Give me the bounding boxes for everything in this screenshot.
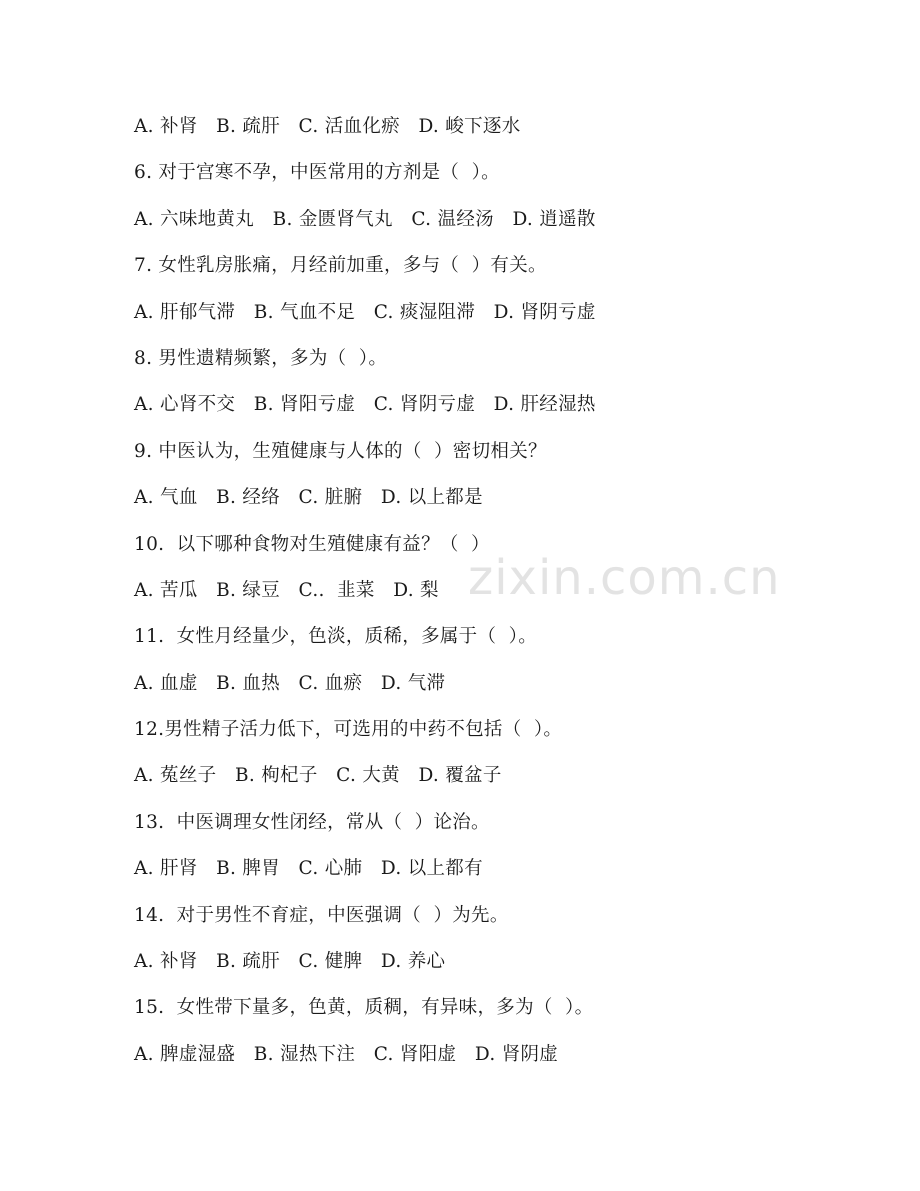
question-line: 15. 女性带下量多，色黄，质稠，有异味，多为（ ）。 <box>134 997 594 1019</box>
question-line: 11. 女性月经量少，色淡，质稀，多属于（ ）。 <box>134 626 537 648</box>
answer-options-line: A. 肝郁气滞 B. 气血不足 C. 痰湿阻滞 D. 肾阴亏虚 <box>134 301 596 323</box>
answer-options-line: A. 六味地黄丸 B. 金匮肾气丸 C. 温经汤 D. 逍遥散 <box>134 208 596 230</box>
question-line: 7. 女性乳房胀痛，月经前加重，多与（ ）有关。 <box>134 255 547 277</box>
question-line: 12.男性精子活力低下，可选用的中药不包括（ ）。 <box>134 719 563 741</box>
question-line: 8. 男性遗精频繁，多为（ ）。 <box>134 347 388 369</box>
question-line: 6. 对于宫寒不孕，中医常用的方剂是（ ）。 <box>134 162 500 184</box>
question-line: 14. 对于男性不育症，中医强调（ ）为先。 <box>134 904 509 926</box>
question-line: 13. 中医调理女性闭经，常从（ ）论治。 <box>134 811 490 833</box>
answer-options-line: A. 肝肾 B. 脾胃 C. 心肺 D. 以上都有 <box>134 858 483 880</box>
answer-options-line: A. 气血 B. 经络 C. 脏腑 D. 以上都是 <box>134 487 483 509</box>
answer-options-line: A. 补肾 B. 疏肝 C. 健脾 D. 养心 <box>134 951 446 973</box>
answer-options-line: A. 血虚 B. 血热 C. 血瘀 D. 气滞 <box>134 672 446 694</box>
answer-options-line: A. 菟丝子 B. 枸杞子 C. 大黄 D. 覆盆子 <box>134 765 502 787</box>
answer-options-line: A. 心肾不交 B. 肾阳亏虚 C. 肾阴亏虚 D. 肝经湿热 <box>134 394 596 416</box>
question-line: 10. 以下哪种食物对生殖健康有益？（ ） <box>134 533 490 555</box>
question-line: 9. 中医认为，生殖健康与人体的（ ）密切相关？ <box>134 440 547 462</box>
question-list <box>134 104 834 1078</box>
watermark: zixin.com.cn <box>468 550 781 606</box>
answer-options-line: A. 苦瓜 B. 绿豆 C.. 韭菜 D. 梨 <box>134 579 439 601</box>
answer-options-line: A. 脾虚湿盛 B. 湿热下注 C. 肾阳虚 D. 肾阴虚 <box>134 1043 559 1065</box>
answer-options-line: A. 补肾 B. 疏肝 C. 活血化瘀 D. 峻下逐水 <box>134 116 521 137</box>
